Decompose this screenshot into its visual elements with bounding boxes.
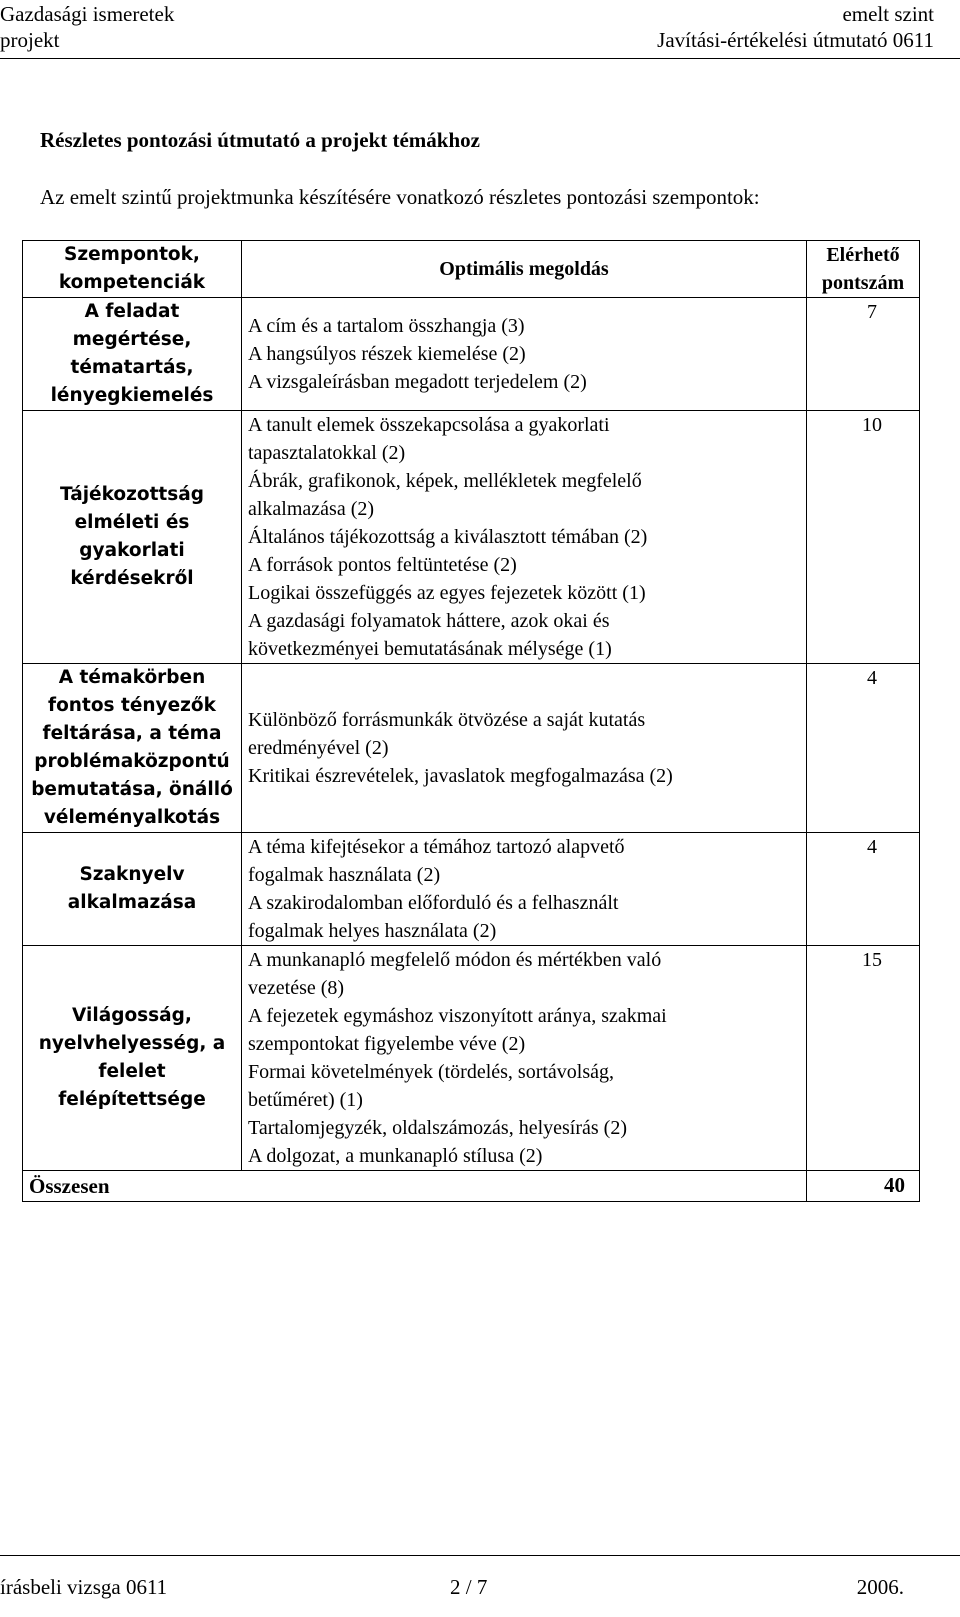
footer-rule bbox=[0, 1555, 960, 1556]
table-row bbox=[23, 411, 920, 664]
points-cell: 10 bbox=[807, 411, 920, 664]
table-row bbox=[23, 298, 920, 411]
scoring-table bbox=[22, 240, 920, 1202]
header-type: projekt bbox=[0, 28, 60, 52]
points-header: Elérhető pontszám bbox=[807, 241, 920, 298]
criteria-cell: Szaknyelv alkalmazása bbox=[23, 833, 242, 946]
total-row bbox=[23, 1171, 920, 1202]
points-cell: 15 bbox=[807, 946, 920, 1171]
criteria-cell: A témakörben fontos tényezők feltárása, a téma problémaközpontú bemutatása, önálló véleményalkotás bbox=[23, 664, 242, 833]
points-cell: 4 bbox=[807, 833, 920, 946]
solution-cell: Különböző forrásmunkák ötvözése a saját kutatás eredményével (2) Kritikai észrevételek, javaslatok megfogalmazása (2) bbox=[242, 664, 807, 833]
page-title: Részletes pontozási útmutató a projekt témákhoz bbox=[40, 128, 480, 152]
solution-cell: A cím és a tartalom összhangja (3) A hangsúlyos részek kiemelése (2) A vizsgaleírásban megadott terjedelem (2) bbox=[242, 298, 807, 411]
criteria-cell: Világosság, nyelvhelyesség, a felelet felépítettsége bbox=[23, 946, 242, 1171]
header-level: emelt szint bbox=[842, 2, 934, 26]
points-cell: 7 bbox=[807, 298, 920, 411]
solution-header: Optimális megoldás bbox=[242, 241, 807, 298]
points-cell: 4 bbox=[807, 664, 920, 833]
table-row bbox=[23, 946, 920, 1171]
header-rule bbox=[0, 58, 960, 59]
table-row bbox=[23, 664, 920, 833]
table-row bbox=[23, 833, 920, 946]
table-header-row bbox=[23, 241, 920, 298]
footer-exam-id: írásbeli vizsga 0611 bbox=[0, 1575, 168, 1599]
criteria-cell: A feladat megértése, tématartás, lényegkiemelés bbox=[23, 298, 242, 411]
intro-text: Az emelt szintű projektmunka készítésére vonatkozó részletes pontozási szempontok: bbox=[40, 185, 760, 209]
solution-cell: A téma kifejtésekor a témához tartozó alapvető fogalmak használata (2) A szakirodalomban előforduló és a felhasznált fogalmak helyes használata (2) bbox=[242, 833, 807, 946]
solution-cell: A tanult elemek összekapcsolása a gyakorlati tapasztalatokkal (2) Ábrák, grafikonok, képek, mellékletek megfelelő alkalmazása (2) Általános tájékozottság a kiválasztott témában (2) A források pontos feltüntetése (2) Logikai összefüggés az egyes fejezetek között (1) A gazdasági folyamatok háttere, azok okai és következményei bemutatásának mélysége (1) bbox=[242, 411, 807, 664]
page-number: 2 / 7 bbox=[450, 1575, 488, 1599]
solution-cell: A munkanapló megfelelő módon és mértékben való vezetése (8) A fejezetek egymáshoz viszonyított aránya, szakmai szempontokat figyelembe véve (2) Formai követelmények (tördelés, sortávolság, betűméret) (1) Tartalomjegyzék, oldalszámozás, helyesírás (2) A dolgozat, a munkanapló stílusa (2) bbox=[242, 946, 807, 1171]
header-subject: Gazdasági ismeretek bbox=[0, 2, 175, 26]
total-label: Összesen bbox=[23, 1171, 807, 1202]
total-value: 40 bbox=[807, 1171, 920, 1202]
footer-year: 2006. bbox=[856, 1575, 904, 1599]
header-doc-id: Javítási-értékelési útmutató 0611 bbox=[657, 28, 934, 52]
criteria-header: Szempontok, kompetenciák bbox=[23, 241, 242, 298]
criteria-cell: Tájékozottság elméleti és gyakorlati kérdésekről bbox=[23, 411, 242, 664]
